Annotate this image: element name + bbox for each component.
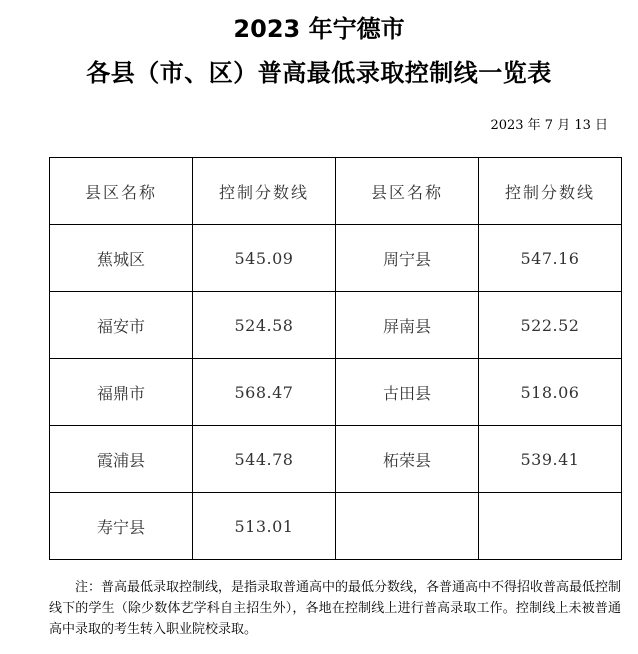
score-cell: 544.78 (193, 426, 336, 493)
county-name-cell: 福安市 (50, 292, 193, 359)
document-title-line2: 各县（市、区）普高最低录取控制线一览表 (86, 59, 552, 87)
header-county-name: 县区名称 (336, 158, 479, 225)
county-name-cell: 福鼎市 (50, 359, 193, 426)
county-name-cell: 柘荣县 (336, 426, 479, 493)
score-cell: 547.16 (479, 225, 622, 292)
score-table (49, 157, 622, 560)
county-name-cell: 古田县 (336, 359, 479, 426)
county-name-cell: 屏南县 (336, 292, 479, 359)
score-cell: 513.01 (193, 493, 336, 560)
table-row (50, 225, 622, 292)
table-row (50, 426, 622, 493)
score-cell: 518.06 (479, 359, 622, 426)
table-row (50, 359, 622, 426)
county-name-cell: 周宁县 (336, 225, 479, 292)
score-cell: 524.58 (193, 292, 336, 359)
score-cell: 539.41 (479, 426, 622, 493)
county-name-cell: 寿宁县 (50, 493, 193, 560)
empty-cell (336, 493, 479, 560)
publication-date: 2023 年 7 月 13 日 (490, 118, 608, 133)
county-name-cell: 霞浦县 (50, 426, 193, 493)
header-control-score: 控制分数线 (479, 158, 622, 225)
score-cell: 545.09 (193, 225, 336, 292)
footnote: 注：普高最低录取控制线，是指录取普通高中的最低分数线，各普通高中不得招收普高最低控制线下的学生（除少数体艺学科自主招生外），各地在控制线上进行普高录取工作。控制线上未被普通高中录取的考生转入职业院校录取。 (49, 580, 622, 637)
score-cell: 522.52 (479, 292, 622, 359)
empty-cell (479, 493, 622, 560)
county-name-cell: 蕉城区 (50, 225, 193, 292)
document-title-line1: 2023 年宁德市 (233, 15, 405, 43)
table-header-row (50, 158, 622, 225)
table-row (50, 292, 622, 359)
header-county-name: 县区名称 (50, 158, 193, 225)
score-cell: 568.47 (193, 359, 336, 426)
table-row (50, 493, 622, 560)
header-control-score: 控制分数线 (193, 158, 336, 225)
